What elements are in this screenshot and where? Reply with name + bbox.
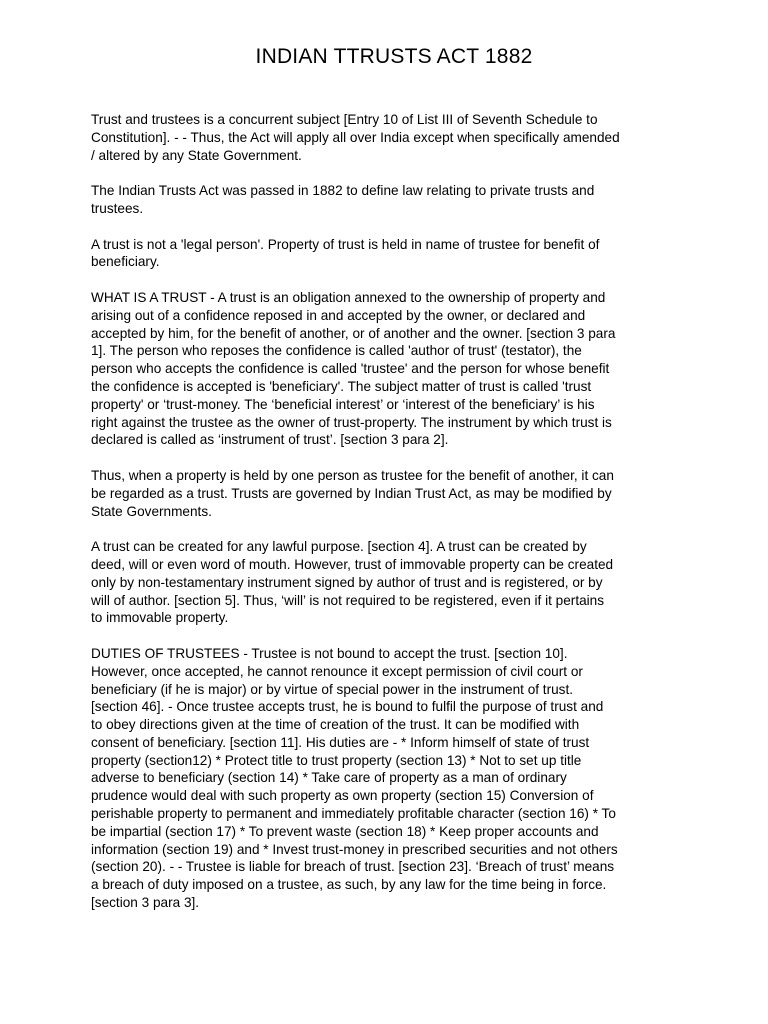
paragraph-duties-of-trustees: DUTIES OF TRUSTEES - Trustee is not bound to accept the trust. [section 10]. However, once accepted, he cannot renounce it except permission of civil court or beneficiary (if he is major) or by virtue of special power in the instrument of trust. [section 46]. - Once trustee accepts trust, he is bound to fulfil the purpose of trust and to obey directions given at the time of creation of the trust. It can be modified with consent of beneficiary. [section 11]. His duties are - * Inform himself of state of trust property (section12) * Protect title to trust property (section 13) * Not to set up title adverse to beneficiary (section 14) * Take care of property as a man of ordinary prudence would deal with such property as own property (section 15) Conversion of perishable property to permanent and immediately profitable character (section 16) * To be impartial (section 17) * To prevent waste (section 18) * Keep proper accounts and information (section 19) and * Invest trust-money in prescribed securities and not others (section 20). - - Trustee is liable for breach of trust. [section 23]. ‘Breach of trust’ means a breach of duty imposed on a trustee, as such, by any law for the time being in force. [section 3 para 3]. xyxy=(91,645,618,911)
paragraph-act-passed: The Indian Trusts Act was passed in 1882 to define law relating to private trusts and trustees. xyxy=(91,183,595,216)
paragraph-not-legal-person: A trust is not a 'legal person'. Property of trust is held in name of trustee for benefit of beneficiary. xyxy=(91,236,600,270)
paragraph-what-is-a-trust: WHAT IS A TRUST - A trust is an obligation annexed to the ownership of property and arising out of a confidence reposed in and accepted by the owner, or declared and accepted by him, for the benefit of another, or of another and the owner. [section 3 para 1]. The person who reposes the confidence is called 'author of trust' (testator), the person who accepts the confidence is called 'trustee' and the person for whose benefit the confidence is accepted is 'beneficiary'. The subject matter of trust is called 'trust property' or ‘trust-money. The ‘beneficial interest’ or ‘interest of the beneficiary’ is his right against the trustee as the owner of trust-property. The instrument by which trust is declared is called as ‘instrument of trust’. [section 3 para 2]. xyxy=(91,289,616,448)
document-title: INDIAN TTRUSTS ACT 1882 xyxy=(255,45,533,68)
paragraph-concurrent-subject: Trust and trustees is a concurrent subject [Entry 10 of List III of Seventh Schedule to Constitution]. - - Thus, the Act will apply all over India except when specifically amended / altered by any State Government. xyxy=(91,112,620,163)
document-body xyxy=(91,111,687,930)
paragraph-regarded-as-trust: Thus, when a property is held by one person as trustee for the benefit of another, it can be regarded as a trust. Trusts are governed by Indian Trust Act, as may be modified by State Governments. xyxy=(91,467,614,519)
paragraph-creation-of-trust: A trust can be created for any lawful purpose. [section 4]. A trust can be created by deed, will or even word of mouth. However, trust of immovable property can be created only by non-testamentary instrument signed by author of trust and is registered, or by will of author. [section 5]. Thus, ‘will’ is not required to be registered, even if it pertains to immovable property. xyxy=(91,539,614,626)
